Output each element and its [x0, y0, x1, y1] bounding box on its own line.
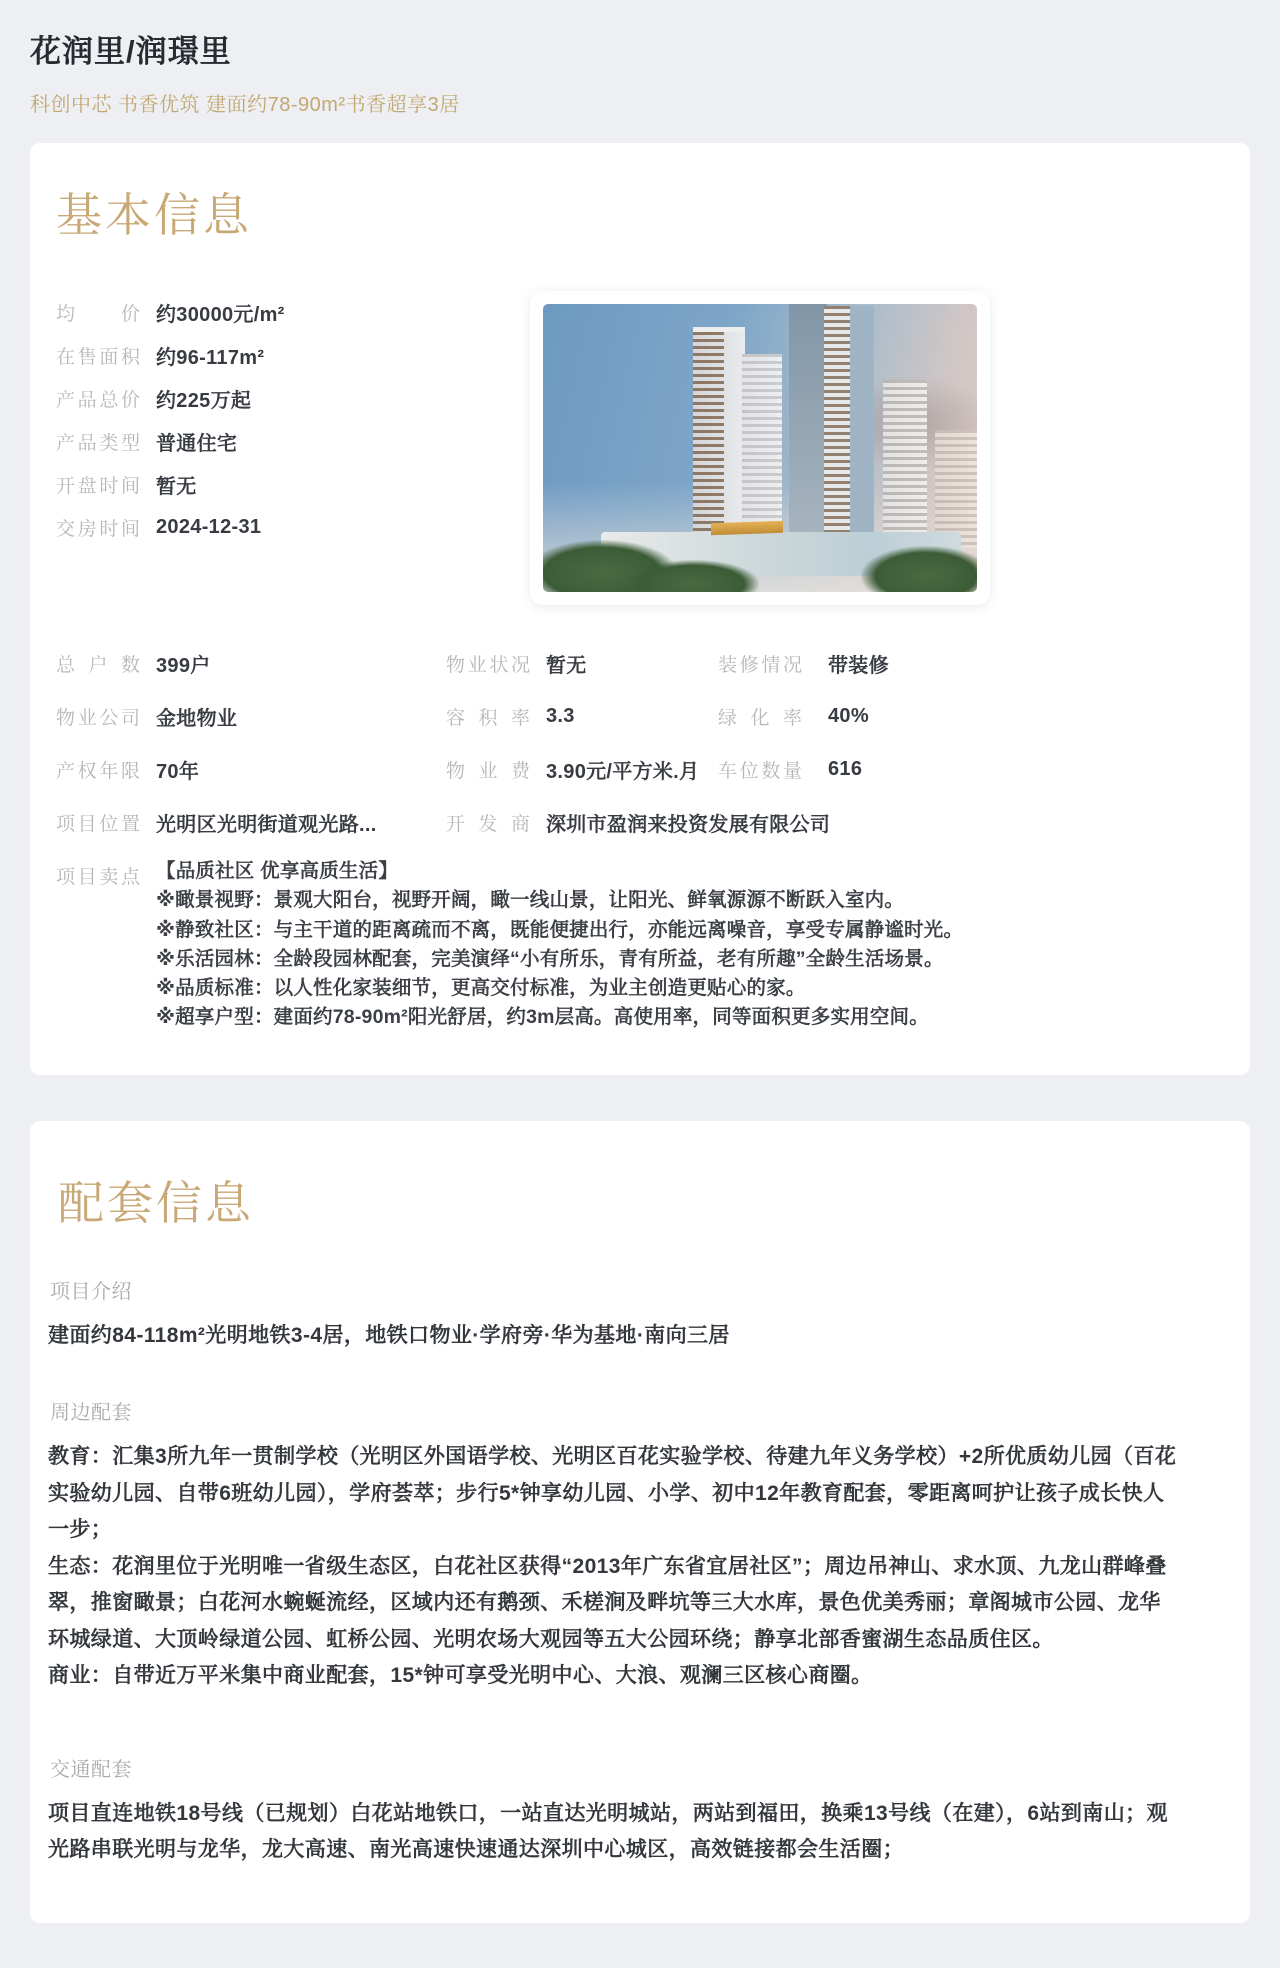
field-value: 2024-12-31 [156, 516, 262, 538]
surroundings-text [48, 1439, 1180, 1695]
grid-row-2 [56, 690, 1224, 743]
transport-text: 项目直连地铁18号线（已规划）白花站地铁口，一站直达光明城站，两站到福田，换乘13号线（在建），6站到南山；观光路串联光明与龙华，龙大高速、南光高速快速通达深圳中心城区，高效链接都会生活圈； [48, 1801, 1168, 1862]
selling-points-row [56, 857, 1224, 1033]
field-row-avg-price [56, 291, 530, 334]
surroundings-business: 商业：自带近万平米集中商业配套，15*钟可享受光明中心、大浪、观澜三区核心商圈。 [48, 1664, 873, 1688]
basic-info-top-row [56, 291, 1224, 605]
field-label: 项目卖点 [56, 867, 140, 888]
selling-point-line: 【品质社区 优享高质生活】 [156, 860, 399, 882]
field-value: 暂无 [156, 476, 197, 498]
basic-info-grid [56, 637, 1224, 849]
page-header [0, 0, 1280, 117]
field-value: 616 [828, 758, 863, 780]
field-label: 项目位置 [56, 814, 140, 835]
surroundings-education: 教育：汇集3所九年一贯制学校（光明区外国语学校、光明区百花实验学校、待建九年义务学校）+2所优质幼儿园（百花实验幼儿园、自带6班幼儿园），学府荟萃；步行5*钟享幼儿园、小学、初中12年教育配套，零距离呵护让孩子成长快人一步； [48, 1445, 1177, 1542]
property-rendering-image[interactable] [543, 304, 977, 592]
selling-point-line: ※静致社区：与主干道的距离疏而不离，既能便捷出行，亦能远离噪音，享受专属静谧时光。 [156, 918, 964, 941]
field-label: 均价 [56, 304, 140, 325]
field-value: 40% [828, 705, 869, 727]
property-photo-card[interactable] [530, 291, 990, 605]
photo-tower [824, 306, 874, 552]
field-value: 暂无 [546, 655, 587, 677]
photo-tower [935, 430, 977, 548]
selling-point-line: ※瞰景视野：景观大阳台，视野开阔，瞰一线山景，让阳光、鲜氧源源不断跃入室内。 [156, 889, 905, 912]
selling-point-line: ※超享户型：建面约78-90m²阳光舒居，约3m层高。高使用率，同等面积更多实用空间。 [156, 1006, 929, 1029]
field-label: 绿化率 [718, 708, 802, 729]
field-label: 开发商 [446, 814, 530, 835]
field-row-opening-date [56, 463, 530, 506]
field-label: 产品类型 [56, 433, 140, 454]
field-label: 开盘时间 [56, 476, 140, 497]
field-label: 车位数量 [718, 761, 802, 782]
field-label: 容积率 [446, 708, 530, 729]
field-value: 深圳市盈润来投资发展有限公司 [546, 814, 831, 836]
field-greening-rate [718, 703, 1224, 730]
field-value: 约225万起 [156, 390, 252, 412]
field-label: 产权年限 [56, 761, 140, 782]
field-property-company [56, 702, 446, 731]
selling-points-text [156, 857, 970, 1033]
field-plot-ratio [446, 703, 718, 730]
field-label: 物业公司 [56, 708, 140, 729]
field-value: 3.90元/平方米.月 [546, 761, 700, 783]
field-value: 带装修 [828, 655, 889, 677]
field-value: 约30000元/m² [156, 304, 285, 326]
field-project-location[interactable] [56, 808, 446, 837]
project-intro-label: 项目介绍 [50, 1280, 132, 1303]
grid-row-1 [56, 637, 1224, 690]
photo-tower [789, 304, 827, 552]
field-value: 约96-117m² [156, 347, 265, 369]
field-label: 物业状况 [446, 655, 530, 676]
grid-row-3 [56, 743, 1224, 796]
photo-trees [629, 560, 759, 592]
field-value: 光明区光明街道观光路... [156, 814, 377, 836]
field-label: 物业费 [446, 761, 530, 782]
selling-point-line: ※乐活园林：全龄段园林配套，完美演绎“小有所乐，青有所益，老有所趣”全龄生活场景。 [156, 947, 944, 970]
grid-row-4 [56, 796, 1224, 849]
field-label: 产品总价 [56, 390, 140, 411]
photo-tower [883, 380, 927, 550]
page-subtitle: 科创中芯 书香优筑 建面约78-90m²书香超享3居 [30, 94, 460, 116]
basic-info-title: 基本信息 [56, 189, 252, 241]
field-developer [446, 808, 1224, 837]
field-property-status [446, 649, 718, 678]
field-tenure-years [56, 755, 446, 784]
field-total-households [56, 649, 446, 678]
field-label: 装修情况 [718, 655, 802, 676]
basic-fields-left [56, 291, 530, 605]
field-label: 总户数 [56, 655, 140, 676]
field-parking-count [718, 756, 1224, 783]
transport-label: 交通配套 [50, 1758, 132, 1781]
field-decoration [718, 649, 1224, 678]
page-title: 花润里/润璟里 [30, 34, 232, 69]
field-label: 在售面积 [56, 347, 140, 368]
amenities-card [30, 1121, 1250, 1923]
field-property-fee [446, 755, 718, 784]
surroundings-label: 周边配套 [50, 1402, 132, 1425]
field-value: 金地物业 [156, 708, 238, 730]
field-label: 交房时间 [56, 519, 140, 540]
photo-gold-canopy [711, 521, 783, 536]
field-value: 3.3 [546, 705, 575, 727]
field-row-delivery-date [56, 506, 530, 549]
basic-info-card [30, 143, 1250, 1075]
amenities-title: 配套信息 [58, 1176, 254, 1229]
selling-point-line: ※品质标准：以人性化家装细节，更高交付标准，为业主创造更贴心的家。 [156, 977, 806, 999]
field-value: 70年 [156, 761, 200, 783]
field-value: 399户 [156, 655, 211, 677]
field-row-total-price [56, 377, 530, 420]
field-row-area-on-sale [56, 334, 530, 377]
project-intro-text: 建面约84-118m²光明地铁3-4居，地铁口物业·学府旁·华为基地·南向三居 [48, 1323, 730, 1347]
surroundings-ecology: 生态：花润里位于光明唯一省级生态区，白花社区获得“2013年广东省宜居社区”；周边吊神山、求水顶、九龙山群峰叠翠，推窗瞰景；白花河水蜿蜒流经，区域内还有鹅颈、禾槎涧及畔坑等三大水库，景色优美秀丽；章阁城市公园、龙华环城绿道、大顶岭绿道公园、虹桥公园、光明农场大观园等五大公园环绕；静享北部香蜜湖生态品质住区。 [48, 1554, 1167, 1651]
field-value: 普通住宅 [156, 433, 238, 455]
photo-trees [861, 546, 977, 592]
field-row-product-type [56, 420, 530, 463]
